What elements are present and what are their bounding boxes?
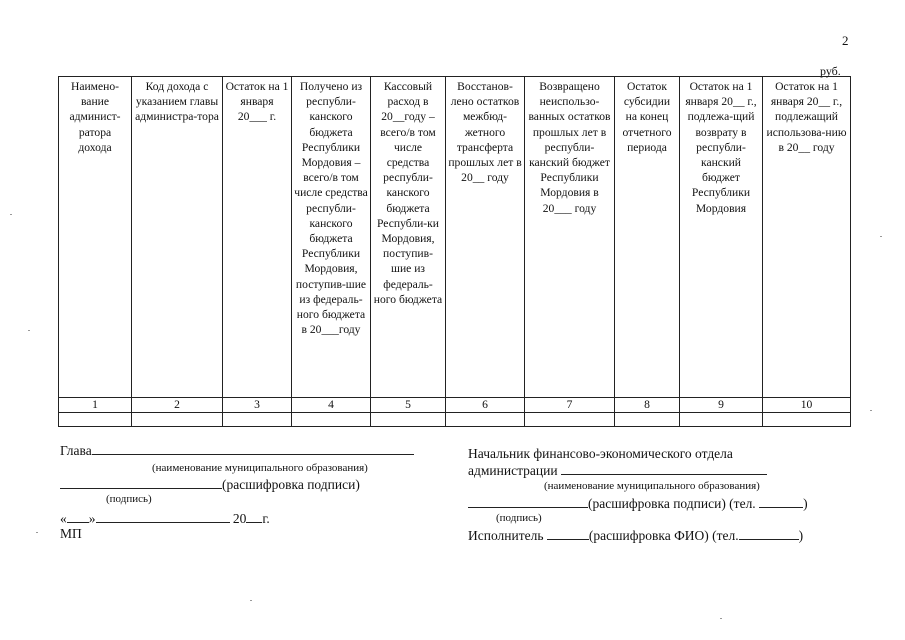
stamp-place: МП bbox=[60, 526, 82, 541]
right-municipality-caption: (наименование муниципального образования) bbox=[544, 480, 760, 492]
scan-speck bbox=[250, 600, 252, 601]
table-cell bbox=[371, 413, 446, 427]
column-number: 1 bbox=[59, 398, 132, 413]
column-number: 2 bbox=[132, 398, 223, 413]
executor-line: Исполнитель (расшифровка ФИО) (тел. ) bbox=[468, 528, 804, 543]
column-number-row bbox=[59, 398, 851, 413]
finance-signature-decode: (расшифровка подписи) (тел. ) bbox=[468, 495, 808, 512]
signature-blank bbox=[60, 476, 222, 489]
table-cell bbox=[615, 413, 680, 427]
municipality-caption: (наименование муниципального образования) bbox=[152, 462, 368, 474]
header-cell: Кассовый расход в 20__году – всего/в том числе средства республи-канского бюджета Республи-ки Мордовия, поступив-шие из федераль-ного бюджета bbox=[371, 77, 446, 398]
day-blank bbox=[67, 510, 89, 523]
finance-head-title: Начальник финансово-экономического отдела bbox=[468, 446, 733, 461]
header-cell: Остаток на 1 января 20___ г. bbox=[223, 77, 292, 398]
finance-signature-blank bbox=[468, 495, 588, 508]
scan-speck bbox=[10, 214, 12, 215]
municipality-blank bbox=[92, 442, 414, 455]
table-cell bbox=[223, 413, 292, 427]
scan-speck bbox=[880, 236, 882, 237]
header-row bbox=[59, 77, 851, 398]
executor-phone-blank bbox=[739, 527, 799, 540]
header-cell: Остаток субсидии на конец отчетного периода bbox=[615, 77, 680, 398]
header-cell: Наимено-вание админист-ратора дохода bbox=[59, 77, 132, 398]
header-cell: Остаток на 1 января 20__ г., подлежа-щий возврату в республи-канский бюджет Республики Мордовия bbox=[680, 77, 763, 398]
header-cell: Восстанов-лено остатков межбюд-жетного трансферта прошлых лет в 20__ году bbox=[446, 77, 525, 398]
scan-speck bbox=[36, 532, 38, 533]
month-blank bbox=[96, 510, 230, 523]
executor-signature-blank bbox=[547, 527, 589, 540]
administration-blank bbox=[561, 462, 767, 475]
column-number: 6 bbox=[446, 398, 525, 413]
administration-line: администрации bbox=[468, 462, 767, 479]
table-cell bbox=[525, 413, 615, 427]
page-number: 2 bbox=[842, 33, 849, 48]
table-cell bbox=[132, 413, 223, 427]
signature-caption: (подпись) bbox=[106, 493, 152, 505]
header-cell: Получено из республи-канского бюджета Республики Мордовия – всего/в том числе средства республи-канского бюджета Республики Мордовия, поступив-шие из федераль-ного бюджета в 20___году bbox=[292, 77, 371, 398]
scan-speck bbox=[720, 618, 722, 619]
table-cell bbox=[292, 413, 371, 427]
header-cell: Код дохода с указанием главы администра-тора bbox=[132, 77, 223, 398]
head-label: Глава bbox=[60, 443, 92, 458]
column-number: 10 bbox=[763, 398, 851, 413]
data-row bbox=[59, 413, 851, 427]
report-table bbox=[58, 76, 851, 427]
head-signature-line bbox=[60, 442, 414, 459]
head-signature-decode: (расшифровка подписи) bbox=[60, 476, 360, 493]
header-cell: Возвращено неиспользо-ванных остатков прошлых лет в республи-канский бюджет Республики Мордовия в 20___ году bbox=[525, 77, 615, 398]
column-number: 3 bbox=[223, 398, 292, 413]
scan-speck bbox=[870, 410, 872, 411]
column-number: 7 bbox=[525, 398, 615, 413]
column-number: 9 bbox=[680, 398, 763, 413]
finance-phone-blank bbox=[759, 495, 803, 508]
date-line: « » 20 г. bbox=[60, 511, 270, 526]
finance-signature-caption: (подпись) bbox=[496, 512, 542, 524]
column-number: 8 bbox=[615, 398, 680, 413]
currency-unit: руб. bbox=[820, 64, 841, 78]
column-number: 4 bbox=[292, 398, 371, 413]
scan-speck bbox=[28, 330, 30, 331]
header-cell: Остаток на 1 января 20__ г., подлежащий использова-нию в 20__ году bbox=[763, 77, 851, 398]
table-cell bbox=[680, 413, 763, 427]
table-cell bbox=[59, 413, 132, 427]
table-cell bbox=[446, 413, 525, 427]
year-blank bbox=[246, 510, 262, 523]
column-number: 5 bbox=[371, 398, 446, 413]
table-cell bbox=[763, 413, 851, 427]
